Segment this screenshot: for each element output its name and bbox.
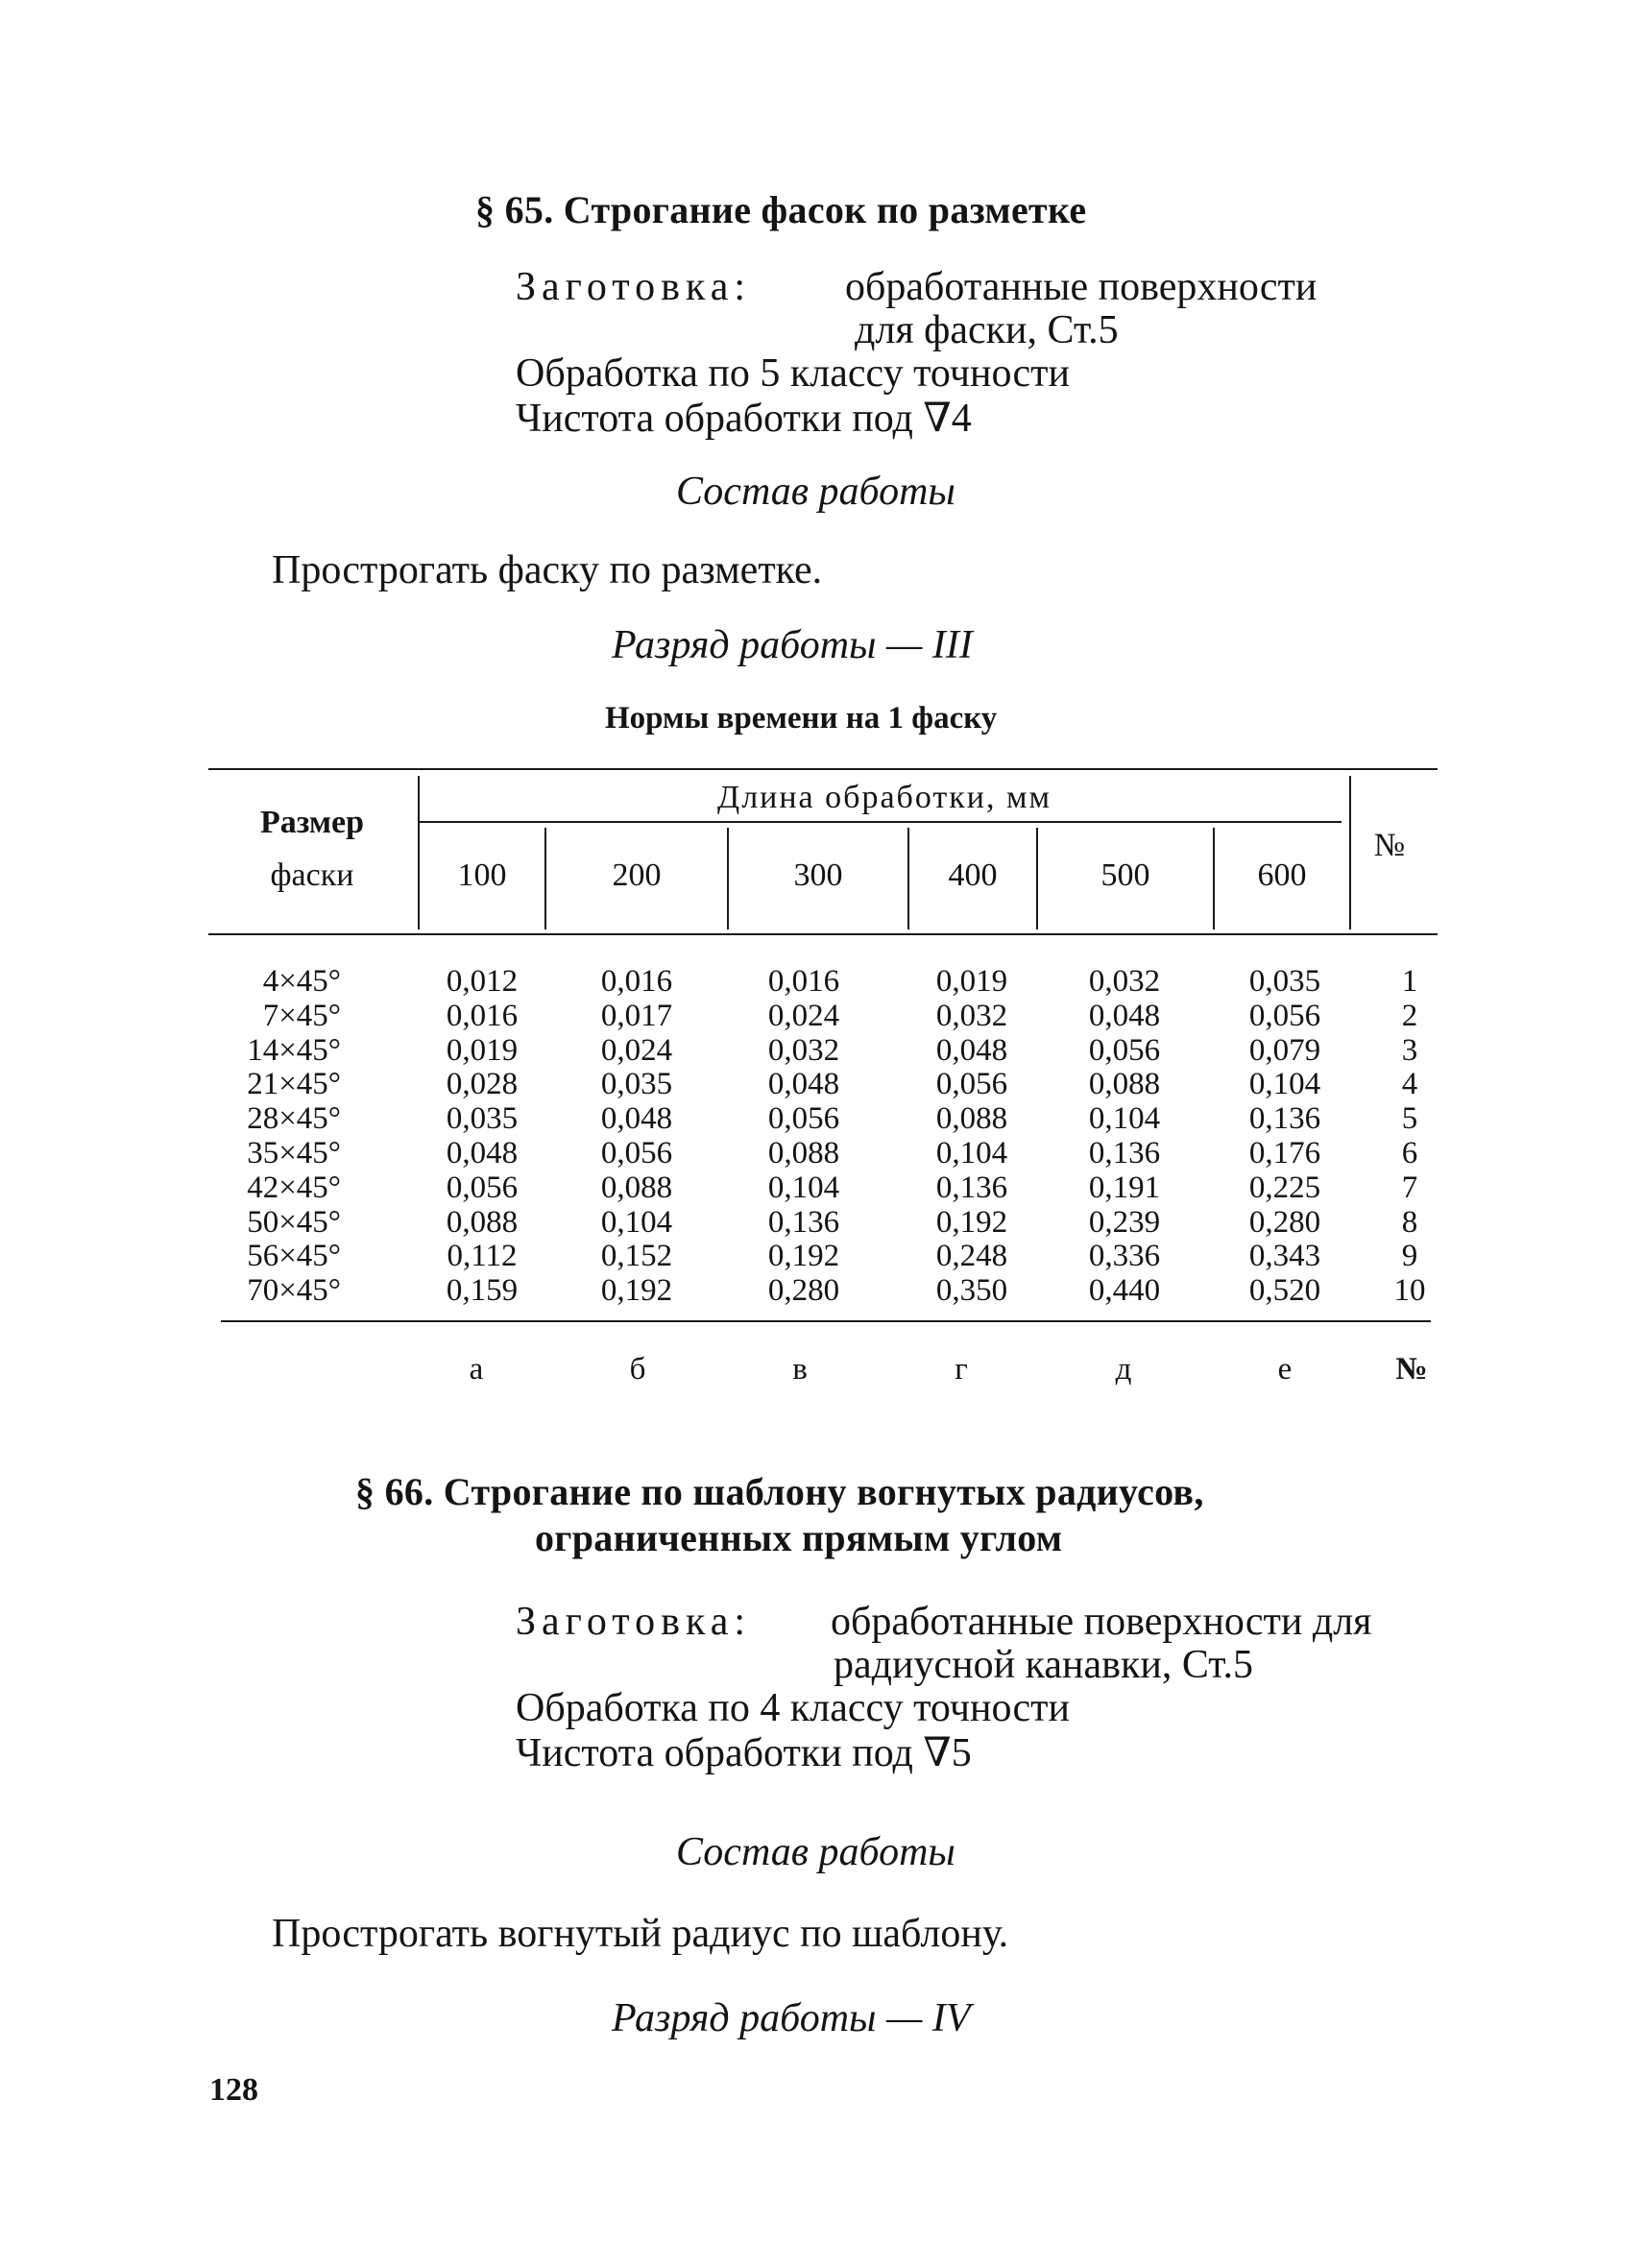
table-cell: 0,056	[935, 1067, 1008, 1102]
table-cell: 0,019	[446, 1032, 519, 1068]
table-cell: 0,520	[1248, 1273, 1321, 1309]
row-size-label: 42×45°	[247, 1170, 341, 1205]
work-text-65: Прострогать фаску по разметке.	[272, 548, 823, 592]
table-cell: 0,016	[446, 998, 519, 1033]
header-size-line2: фаски	[270, 857, 354, 893]
table-cell: 0,035	[600, 1067, 673, 1102]
table-cell: 0,048	[446, 1136, 519, 1170]
table-cell: 0,012	[446, 964, 519, 999]
table-cell: 0,350	[935, 1273, 1008, 1309]
table-cell: 0,056	[446, 1170, 519, 1205]
table-cell: 0,032	[1088, 964, 1161, 999]
length-header-rule	[420, 821, 1342, 823]
table-cell: 0,112	[447, 1239, 518, 1274]
table-top-rule	[208, 768, 1438, 770]
table-cell: 0,343	[1248, 1239, 1321, 1274]
table-cell: 0,136	[767, 1204, 840, 1240]
table-cell: 0,032	[935, 998, 1008, 1033]
header-size-line1: Размер	[259, 805, 365, 840]
table-title: Нормы времени на 1 фаску	[605, 701, 998, 736]
row-size-label: 50×45°	[247, 1204, 341, 1240]
table-bottom-rule	[221, 1320, 1431, 1322]
table-cell: 0,035	[1248, 964, 1321, 999]
table-cell: 0,016	[600, 964, 673, 999]
length-header-100: 100	[457, 857, 507, 893]
blank-label-65: Заготовка:	[516, 265, 752, 309]
table-cell: 0,192	[600, 1273, 673, 1309]
page-number: 128	[209, 2072, 258, 2108]
row-number: 2	[1401, 998, 1418, 1033]
header-bottom-rule	[208, 933, 1438, 935]
footer-no: №	[1395, 1352, 1428, 1387]
row-number: 5	[1401, 1101, 1418, 1137]
row-number: 3	[1401, 1032, 1418, 1068]
table-cell: 0,136	[935, 1170, 1008, 1205]
row-number: 7	[1401, 1170, 1418, 1205]
length-header-200: 200	[612, 857, 662, 893]
table-cell: 0,048	[767, 1067, 840, 1102]
table-cell: 0,104	[1088, 1101, 1161, 1137]
table-cell: 0,024	[767, 998, 840, 1033]
work-text-66: Прострогать вогнутый радиус по шаблону.	[272, 1912, 1009, 1956]
table-cell: 0,280	[767, 1273, 840, 1309]
table-cell: 0,225	[1248, 1170, 1321, 1205]
accuracy-65: Обработка по 5 классу точности	[516, 351, 1070, 396]
column-letter: г	[955, 1352, 968, 1387]
blank-line2-66: радиусной канавки, Ст.5	[834, 1643, 1253, 1687]
length-header-500: 500	[1100, 857, 1150, 893]
accuracy-66: Обработка по 4 классу точности	[516, 1686, 1070, 1730]
column-letter: а	[469, 1352, 484, 1387]
column-letter: б	[629, 1352, 646, 1387]
length-header-300: 300	[793, 857, 843, 893]
table-cell: 0,191	[1088, 1170, 1161, 1205]
table-cell: 0,048	[600, 1101, 673, 1137]
no-column-divider	[1349, 776, 1351, 929]
row-number: 8	[1401, 1204, 1418, 1240]
table-cell: 0,088	[935, 1101, 1008, 1137]
table-cell: 0,192	[767, 1239, 840, 1274]
row-size-label: 56×45°	[247, 1239, 341, 1274]
table-cell: 0,024	[600, 1032, 673, 1068]
grade-65: Разряд работы — III	[612, 623, 973, 667]
table-cell: 0,016	[767, 964, 840, 999]
table-cell: 0,239	[1088, 1204, 1161, 1240]
column-letter: д	[1115, 1352, 1132, 1387]
row-number: 1	[1401, 964, 1418, 999]
table-cell: 0,104	[600, 1204, 673, 1240]
column-letter: е	[1277, 1352, 1293, 1387]
row-size-label: 35×45°	[247, 1136, 341, 1170]
table-cell: 0,104	[1248, 1067, 1321, 1102]
table-cell: 0,048	[1088, 998, 1161, 1033]
table-cell: 0,088	[446, 1204, 519, 1240]
table-cell: 0,088	[767, 1136, 840, 1170]
row-size-label: 14×45°	[247, 1032, 341, 1068]
table-cell: 0,192	[935, 1204, 1008, 1240]
blank-line1-65: обработанные поверхности	[845, 265, 1318, 309]
blank-line1-66: обработанные поверхности для	[831, 1600, 1372, 1644]
table-cell: 0,019	[935, 964, 1008, 999]
blank-label-66: Заготовка:	[516, 1600, 752, 1644]
row-number: 9	[1401, 1239, 1418, 1274]
table-cell: 0,056	[1248, 998, 1321, 1033]
section-66-title-line1: § 66. Строгание по шаблону вогнутых радиусов,	[355, 1470, 1204, 1513]
row-size-label: 4×45°	[262, 964, 341, 999]
row-size-label: 21×45°	[247, 1067, 341, 1102]
row-size-label: 28×45°	[247, 1101, 341, 1137]
blank-line2-65: для фаски, Ст.5	[855, 308, 1119, 352]
table-cell: 0,440	[1088, 1273, 1161, 1309]
finish-65: Чистота обработки под ∇4	[516, 397, 972, 441]
table-cell: 0,176	[1248, 1136, 1321, 1170]
table-cell: 0,280	[1248, 1204, 1321, 1240]
table-cell: 0,248	[935, 1239, 1008, 1274]
table-cell: 0,136	[1088, 1136, 1161, 1170]
work-heading-65: Состав работы	[676, 470, 955, 514]
row-number: 4	[1401, 1067, 1418, 1102]
length-header-600: 600	[1257, 857, 1307, 893]
table-cell: 0,017	[600, 998, 673, 1033]
column-letter: в	[792, 1352, 808, 1387]
section-66-title-line2: ограниченных прямым углом	[535, 1516, 1063, 1559]
finish-66: Чистота обработки под ∇5	[516, 1731, 972, 1775]
table-cell: 0,152	[600, 1239, 673, 1274]
header-length: Длина обработки, мм	[717, 780, 1052, 815]
table-cell: 0,028	[446, 1067, 519, 1102]
row-number: 6	[1401, 1136, 1418, 1170]
table-cell: 0,336	[1088, 1239, 1161, 1274]
table-cell: 0,079	[1248, 1032, 1321, 1068]
header-no: №	[1373, 828, 1406, 863]
length-header-400: 400	[948, 857, 998, 893]
table-cell: 0,032	[767, 1032, 840, 1068]
table-cell: 0,104	[935, 1136, 1008, 1170]
row-size-label: 70×45°	[247, 1273, 341, 1309]
table-cell: 0,088	[1088, 1067, 1161, 1102]
table-cell: 0,048	[935, 1032, 1008, 1068]
grade-66: Разряд работы — IV	[612, 1996, 971, 2040]
table-cell: 0,136	[1248, 1101, 1321, 1137]
table-cell: 0,056	[767, 1101, 840, 1137]
table-cell: 0,056	[600, 1136, 673, 1170]
row-number: 10	[1393, 1273, 1426, 1309]
table-cell: 0,035	[446, 1101, 519, 1137]
row-size-label: 7×45°	[262, 998, 341, 1033]
work-heading-66: Состав работы	[676, 1830, 955, 1874]
table-cell: 0,088	[600, 1170, 673, 1205]
table-cell: 0,104	[767, 1170, 840, 1205]
section-65-title: § 65. Строгание фасок по разметке	[475, 188, 1087, 231]
table-cell: 0,056	[1088, 1032, 1161, 1068]
table-cell: 0,159	[446, 1273, 519, 1309]
